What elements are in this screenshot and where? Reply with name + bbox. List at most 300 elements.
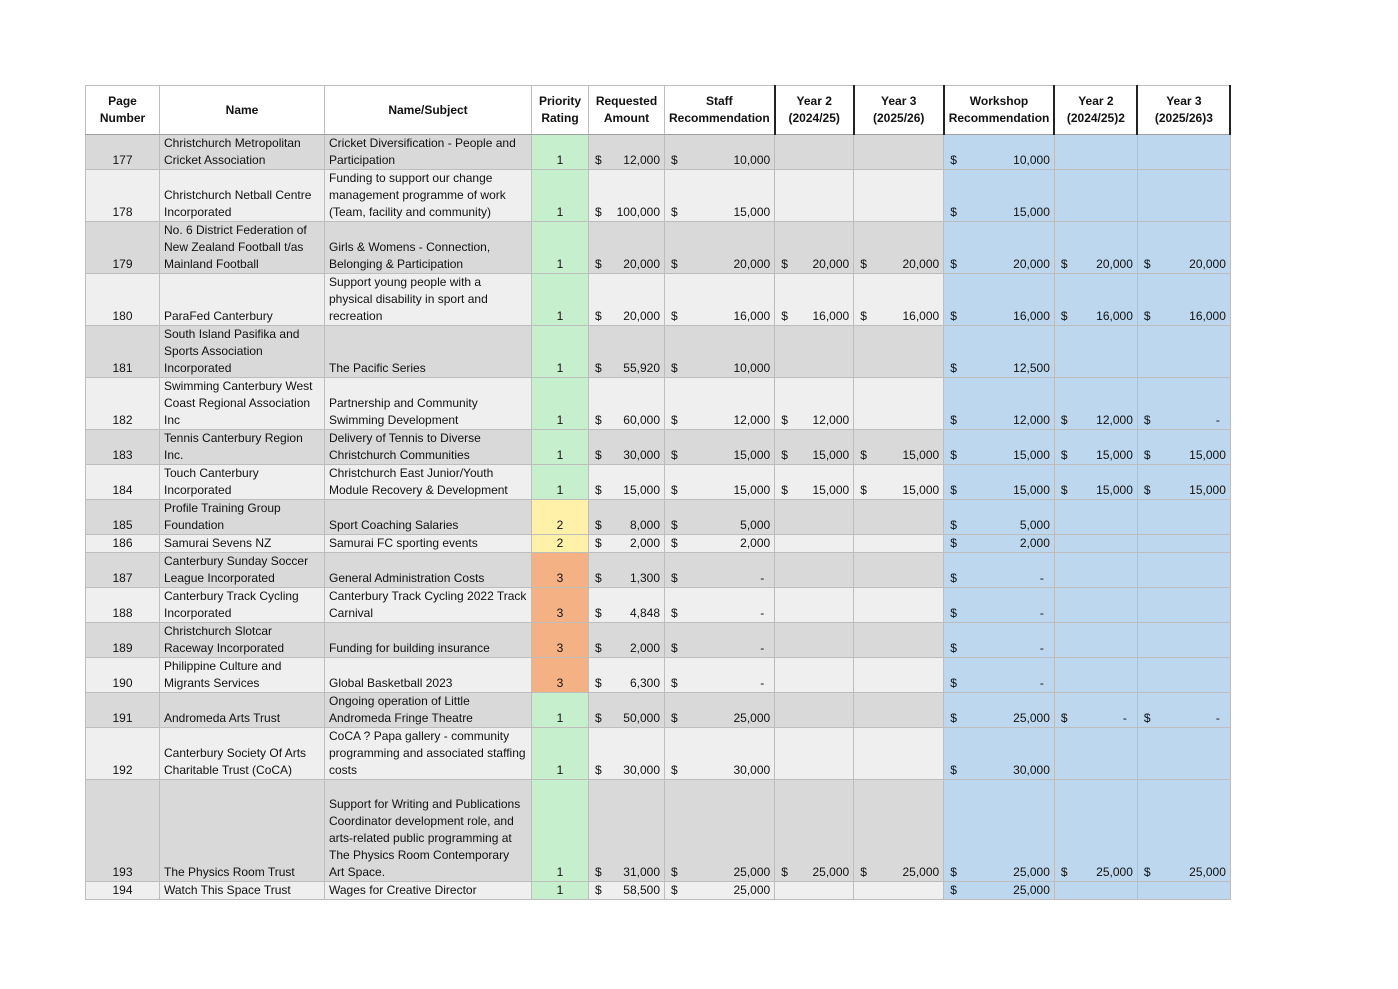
amount-value: 15,000 [812, 448, 850, 462]
cell-requested-amount[interactable] [589, 623, 665, 658]
currency-symbol: $ [595, 865, 602, 879]
header-ws-year3[interactable]: Year 3 (2025/26)3 [1137, 86, 1230, 135]
cell-name[interactable]: No. 6 District Federation of New Zealand Football t/as Mainland Football [160, 222, 325, 274]
cell-workshop-year2[interactable] [1054, 430, 1137, 465]
cell-workshop-year2[interactable] [1054, 553, 1137, 588]
cell-requested-amount[interactable] [589, 500, 665, 535]
amount-value: 16,000 [902, 309, 940, 323]
cell-workshop-year3[interactable] [1137, 693, 1230, 728]
currency-symbol: $ [671, 711, 678, 725]
amount-value: 12,000 [1013, 413, 1050, 427]
cell-staff-recommendation[interactable] [665, 465, 775, 500]
cell-workshop-year2[interactable] [1054, 693, 1137, 728]
cell-staff-recommendation[interactable] [665, 882, 775, 900]
cell-page-number[interactable]: 188 [86, 588, 160, 623]
cell-workshop-recommendation[interactable] [944, 588, 1055, 623]
cell-year3[interactable] [854, 588, 944, 623]
cell-workshop-recommendation[interactable] [944, 535, 1055, 553]
currency-symbol: $ [781, 865, 788, 879]
cell-staff-recommendation[interactable] [665, 500, 775, 535]
cell-subject[interactable]: Support for Writing and Publications Coordinator development role, and arts-related public programming at The Physics Room Contemporary Art Space. [325, 780, 532, 882]
cell-priority-rating[interactable]: 1 [532, 465, 589, 500]
header-priority[interactable]: Priority Rating [532, 86, 589, 135]
cell-priority-rating[interactable]: 3 [532, 588, 589, 623]
cell-page-number[interactable]: 184 [86, 465, 160, 500]
cell-workshop-recommendation[interactable] [944, 326, 1055, 378]
cell-year2[interactable] [775, 623, 854, 658]
amount-value: 25,000 [1013, 865, 1050, 879]
amount-value: 5,000 [1019, 518, 1050, 532]
cell-year2[interactable] [775, 500, 854, 535]
cell-subject[interactable]: Delivery of Tennis to Diverse Christchurch Communities [325, 430, 532, 465]
amount-value: 16,000 [1096, 309, 1133, 323]
cell-year2[interactable] [775, 553, 854, 588]
cell-subject[interactable]: General Administration Costs [325, 553, 532, 588]
cell-requested-amount[interactable] [589, 535, 665, 553]
cell-page-number[interactable]: 179 [86, 222, 160, 274]
header-workshop[interactable]: Workshop Recommendation [944, 86, 1055, 135]
cell-page-number[interactable]: 177 [86, 135, 160, 170]
cell-workshop-recommendation[interactable] [944, 465, 1055, 500]
cell-requested-amount[interactable] [589, 693, 665, 728]
currency-symbol: $ [671, 153, 678, 167]
cell-year3[interactable] [854, 553, 944, 588]
cell-workshop-year3[interactable] [1137, 535, 1230, 553]
table-row[interactable] [86, 535, 1231, 553]
cell-year2[interactable] [775, 170, 854, 222]
cell-name[interactable]: The Physics Room Trust [160, 780, 325, 882]
amount-value: 15,000 [1189, 448, 1226, 462]
cell-year3[interactable] [854, 500, 944, 535]
cell-workshop-year2[interactable] [1054, 170, 1137, 222]
currency-symbol: $ [671, 571, 678, 585]
header-year3[interactable]: Year 3 (2025/26) [854, 86, 944, 135]
cell-year3[interactable] [854, 658, 944, 693]
table-body [86, 135, 1231, 900]
amount-value: 20,000 [1013, 257, 1050, 271]
cell-requested-amount[interactable] [589, 882, 665, 900]
currency-symbol: $ [950, 865, 957, 879]
cell-subject[interactable]: The Pacific Series [325, 326, 532, 378]
cell-year2[interactable] [775, 535, 854, 553]
cell-workshop-year2[interactable] [1054, 588, 1137, 623]
amount-value: 25,000 [1189, 865, 1226, 879]
cell-year3[interactable] [854, 135, 944, 170]
cell-year3[interactable] [854, 882, 944, 900]
currency-symbol: $ [595, 536, 602, 550]
currency-symbol: $ [860, 448, 867, 462]
cell-year3[interactable] [854, 535, 944, 553]
cell-priority-rating[interactable]: 1 [532, 693, 589, 728]
cell-name[interactable]: Tennis Canterbury Region Inc. [160, 430, 325, 465]
cell-workshop-year3[interactable] [1137, 430, 1230, 465]
cell-subject[interactable]: Wages for Creative Director [325, 882, 532, 900]
cell-priority-rating[interactable]: 1 [532, 326, 589, 378]
amount-value: - [1215, 711, 1220, 725]
cell-staff-recommendation[interactable] [665, 693, 775, 728]
cell-name[interactable]: Philippine Culture and Migrants Services [160, 658, 325, 693]
currency-symbol: $ [950, 518, 957, 532]
cell-year3[interactable] [854, 465, 944, 500]
currency-symbol: $ [1143, 257, 1151, 271]
cell-workshop-recommendation[interactable] [944, 170, 1055, 222]
cell-priority-rating[interactable]: 3 [532, 553, 589, 588]
cell-page-number[interactable]: 178 [86, 170, 160, 222]
cell-year2[interactable] [775, 430, 854, 465]
cell-year2[interactable] [775, 326, 854, 378]
amount-value: 15,000 [1096, 483, 1133, 497]
cell-priority-rating[interactable]: 1 [532, 780, 589, 882]
cell-workshop-recommendation[interactable] [944, 378, 1055, 430]
cell-workshop-year3[interactable] [1137, 588, 1230, 623]
amount-value: 31,000 [623, 865, 660, 879]
cell-staff-recommendation[interactable] [665, 658, 775, 693]
cell-workshop-year2[interactable] [1054, 500, 1137, 535]
amount-value: 10,000 [733, 153, 771, 167]
amount-value: - [1039, 571, 1044, 585]
currency-symbol: $ [950, 536, 957, 550]
cell-subject[interactable]: Christchurch East Junior/Youth Module Recovery & Development [325, 465, 532, 500]
cell-staff-recommendation[interactable] [665, 274, 775, 326]
cell-priority-rating[interactable]: 1 [532, 378, 589, 430]
cell-requested-amount[interactable] [589, 378, 665, 430]
currency-symbol: $ [595, 153, 602, 167]
currency-symbol: $ [860, 483, 867, 497]
currency-symbol: $ [671, 483, 678, 497]
amount-value: - [1122, 711, 1127, 725]
cell-workshop-year2[interactable] [1054, 135, 1137, 170]
cell-workshop-year2[interactable] [1054, 535, 1137, 553]
cell-workshop-year3[interactable] [1137, 378, 1230, 430]
amount-value: 30,000 [623, 763, 660, 777]
cell-workshop-year3[interactable] [1137, 882, 1230, 900]
currency-symbol: $ [1060, 257, 1068, 271]
cell-page-number[interactable]: 186 [86, 535, 160, 553]
amount-value: 20,000 [733, 257, 771, 271]
amount-value: 20,000 [623, 309, 660, 323]
amount-value: 20,000 [812, 257, 850, 271]
cell-staff-recommendation[interactable] [665, 623, 775, 658]
cell-subject[interactable]: Cricket Diversification - People and Participation [325, 135, 532, 170]
amount-value: 4,848 [629, 606, 660, 620]
table-row[interactable] [86, 170, 1231, 222]
cell-year2[interactable] [775, 588, 854, 623]
cell-workshop-year3[interactable] [1137, 553, 1230, 588]
cell-staff-recommendation[interactable] [665, 553, 775, 588]
cell-page-number[interactable]: 185 [86, 500, 160, 535]
cell-requested-amount[interactable] [589, 553, 665, 588]
cell-staff-recommendation[interactable] [665, 430, 775, 465]
amount-value: 16,000 [1189, 309, 1226, 323]
cell-workshop-recommendation[interactable] [944, 430, 1055, 465]
cell-year3[interactable] [854, 693, 944, 728]
currency-symbol: $ [950, 571, 957, 585]
cell-subject[interactable]: Funding to support our change management programme of work (Team, facility and community) [325, 170, 532, 222]
cell-workshop-recommendation[interactable] [944, 693, 1055, 728]
currency-symbol: $ [671, 361, 678, 375]
currency-symbol: $ [781, 413, 788, 427]
cell-page-number[interactable]: 189 [86, 623, 160, 658]
cell-requested-amount[interactable] [589, 430, 665, 465]
cell-name[interactable]: South Island Pasifika and Sports Association Incorporated [160, 326, 325, 378]
cell-workshop-recommendation[interactable] [944, 780, 1055, 882]
table-row[interactable] [86, 274, 1231, 326]
cell-workshop-year2[interactable] [1054, 882, 1137, 900]
cell-workshop-recommendation[interactable] [944, 222, 1055, 274]
cell-priority-rating[interactable]: 1 [532, 882, 589, 900]
cell-year2[interactable] [775, 658, 854, 693]
cell-page-number[interactable]: 193 [86, 780, 160, 882]
cell-page-number[interactable]: 182 [86, 378, 160, 430]
currency-symbol: $ [1143, 448, 1151, 462]
header-staff[interactable]: Staff Recommendation [665, 86, 775, 135]
cell-year3[interactable] [854, 274, 944, 326]
currency-symbol: $ [671, 518, 678, 532]
cell-year2[interactable] [775, 780, 854, 882]
cell-requested-amount[interactable] [589, 658, 665, 693]
cell-name[interactable]: Touch Canterbury Incorporated [160, 465, 325, 500]
amount-value: 16,000 [1013, 309, 1050, 323]
cell-name[interactable]: Andromeda Arts Trust [160, 693, 325, 728]
header-subject[interactable]: Name/Subject [325, 86, 532, 135]
cell-subject[interactable]: Girls & Womens - Connection, Belonging & Participation [325, 222, 532, 274]
cell-staff-recommendation[interactable] [665, 170, 775, 222]
cell-page-number[interactable]: 190 [86, 658, 160, 693]
cell-requested-amount[interactable] [589, 588, 665, 623]
cell-requested-amount[interactable] [589, 326, 665, 378]
cell-requested-amount[interactable] [589, 728, 665, 780]
table-row[interactable] [86, 500, 1231, 535]
cell-requested-amount[interactable] [589, 170, 665, 222]
table-row[interactable] [86, 135, 1231, 170]
cell-name[interactable]: Profile Training Group Foundation [160, 500, 325, 535]
cell-year3[interactable] [854, 728, 944, 780]
table-row[interactable] [86, 326, 1231, 378]
table-row[interactable] [86, 693, 1231, 728]
currency-symbol: $ [671, 448, 678, 462]
cell-subject[interactable]: CoCA ? Papa gallery - community programming and associated staffing costs [325, 728, 532, 780]
currency-symbol: $ [950, 483, 957, 497]
cell-workshop-year2[interactable] [1054, 222, 1137, 274]
currency-symbol: $ [1060, 309, 1068, 323]
cell-name[interactable]: Christchurch Slotcar Raceway Incorporated [160, 623, 325, 658]
cell-name[interactable]: Swimming Canterbury West Coast Regional Association Inc [160, 378, 325, 430]
cell-workshop-recommendation[interactable] [944, 500, 1055, 535]
cell-name[interactable]: Canterbury Track Cycling Incorporated [160, 588, 325, 623]
currency-symbol: $ [781, 257, 788, 271]
cell-year3[interactable] [854, 780, 944, 882]
header-ws-year2[interactable]: Year 2 (2024/25)2 [1054, 86, 1137, 135]
cell-subject[interactable]: Global Basketball 2023 [325, 658, 532, 693]
cell-workshop-year2[interactable] [1054, 780, 1137, 882]
currency-symbol: $ [595, 205, 602, 219]
cell-requested-amount[interactable] [589, 780, 665, 882]
cell-priority-rating[interactable]: 1 [532, 430, 589, 465]
header-year2[interactable]: Year 2 (2024/25) [775, 86, 854, 135]
cell-page-number[interactable]: 180 [86, 274, 160, 326]
cell-staff-recommendation[interactable] [665, 535, 775, 553]
cell-staff-recommendation[interactable] [665, 326, 775, 378]
cell-workshop-year2[interactable] [1054, 623, 1137, 658]
table-row[interactable] [86, 882, 1231, 900]
amount-value: 15,000 [1013, 205, 1050, 219]
amount-value: - [1215, 413, 1220, 427]
currency-symbol: $ [595, 676, 602, 690]
amount-value: 15,000 [1013, 483, 1050, 497]
cell-workshop-recommendation[interactable] [944, 553, 1055, 588]
currency-symbol: $ [1143, 483, 1151, 497]
cell-staff-recommendation[interactable] [665, 378, 775, 430]
header-page-number[interactable]: Page Number [86, 86, 160, 135]
cell-year3[interactable] [854, 378, 944, 430]
amount-value: - [1039, 676, 1044, 690]
table-row[interactable] [86, 658, 1231, 693]
cell-page-number[interactable]: 192 [86, 728, 160, 780]
cell-workshop-year2[interactable] [1054, 274, 1137, 326]
cell-year2[interactable] [775, 135, 854, 170]
cell-name[interactable]: Watch This Space Trust [160, 882, 325, 900]
cell-name[interactable]: Canterbury Sunday Soccer League Incorporated [160, 553, 325, 588]
cell-priority-rating[interactable]: 1 [532, 135, 589, 170]
cell-year3[interactable] [854, 222, 944, 274]
cell-workshop-year3[interactable] [1137, 222, 1230, 274]
table-row[interactable] [86, 222, 1231, 274]
cell-name[interactable]: Canterbury Society Of Arts Charitable Trust (CoCA) [160, 728, 325, 780]
cell-year2[interactable] [775, 693, 854, 728]
amount-value: 25,000 [1013, 883, 1050, 897]
currency-symbol: $ [1060, 448, 1068, 462]
cell-workshop-year2[interactable] [1054, 378, 1137, 430]
cell-workshop-recommendation[interactable] [944, 728, 1055, 780]
amount-value: 25,000 [812, 865, 850, 879]
cell-workshop-year2[interactable] [1054, 658, 1137, 693]
cell-requested-amount[interactable] [589, 465, 665, 500]
cell-subject[interactable]: Canterbury Track Cycling 2022 Track Carnival [325, 588, 532, 623]
amount-value: 15,000 [733, 448, 771, 462]
cell-workshop-recommendation[interactable] [944, 882, 1055, 900]
cell-workshop-recommendation[interactable] [944, 623, 1055, 658]
cell-page-number[interactable]: 191 [86, 693, 160, 728]
cell-priority-rating[interactable]: 1 [532, 728, 589, 780]
amount-value: 15,000 [1096, 448, 1133, 462]
cell-name[interactable]: Christchurch Metropolitan Cricket Association [160, 135, 325, 170]
cell-workshop-year3[interactable] [1137, 780, 1230, 882]
amount-value: 15,000 [733, 483, 771, 497]
cell-year3[interactable] [854, 623, 944, 658]
cell-priority-rating[interactable]: 3 [532, 658, 589, 693]
header-requested[interactable]: Requested Amount [589, 86, 665, 135]
amount-value: 10,000 [733, 361, 771, 375]
currency-symbol: $ [950, 361, 957, 375]
cell-priority-rating[interactable]: 2 [532, 500, 589, 535]
cell-workshop-recommendation[interactable] [944, 658, 1055, 693]
cell-staff-recommendation[interactable] [665, 588, 775, 623]
amount-value: 25,000 [733, 883, 771, 897]
cell-workshop-year3[interactable] [1137, 658, 1230, 693]
cell-year2[interactable] [775, 465, 854, 500]
cell-workshop-year3[interactable] [1137, 326, 1230, 378]
cell-page-number[interactable]: 183 [86, 430, 160, 465]
cell-year2[interactable] [775, 378, 854, 430]
cell-name[interactable]: Christchurch Netball Centre Incorporated [160, 170, 325, 222]
cell-subject[interactable]: Ongoing operation of Little Andromeda Fringe Theatre [325, 693, 532, 728]
cell-subject[interactable]: Partnership and Community Swimming Development [325, 378, 532, 430]
cell-workshop-year2[interactable] [1054, 326, 1137, 378]
cell-subject[interactable]: Samurai FC sporting events [325, 535, 532, 553]
table-row[interactable] [86, 728, 1231, 780]
currency-symbol: $ [1143, 413, 1151, 427]
cell-workshop-year3[interactable] [1137, 500, 1230, 535]
currency-symbol: $ [781, 448, 788, 462]
cell-staff-recommendation[interactable] [665, 135, 775, 170]
table-row[interactable] [86, 465, 1231, 500]
cell-workshop-year3[interactable] [1137, 274, 1230, 326]
currency-symbol: $ [950, 205, 957, 219]
cell-workshop-recommendation[interactable] [944, 135, 1055, 170]
cell-workshop-year3[interactable] [1137, 623, 1230, 658]
currency-symbol: $ [950, 257, 957, 271]
cell-workshop-year3[interactable] [1137, 728, 1230, 780]
currency-symbol: $ [1060, 711, 1068, 725]
cell-priority-rating[interactable]: 2 [532, 535, 589, 553]
cell-requested-amount[interactable] [589, 274, 665, 326]
cell-year2[interactable] [775, 728, 854, 780]
cell-workshop-year3[interactable] [1137, 170, 1230, 222]
currency-symbol: $ [671, 205, 678, 219]
cell-priority-rating[interactable]: 1 [532, 222, 589, 274]
cell-name[interactable]: ParaFed Canterbury [160, 274, 325, 326]
table-row[interactable] [86, 588, 1231, 623]
cell-page-number[interactable]: 194 [86, 882, 160, 900]
table-row[interactable] [86, 553, 1231, 588]
cell-workshop-year3[interactable] [1137, 465, 1230, 500]
cell-year2[interactable] [775, 882, 854, 900]
cell-year3[interactable] [854, 170, 944, 222]
cell-year2[interactable] [775, 222, 854, 274]
amount-value: 12,000 [1096, 413, 1133, 427]
cell-workshop-year2[interactable] [1054, 728, 1137, 780]
cell-subject[interactable]: Sport Coaching Salaries [325, 500, 532, 535]
cell-priority-rating[interactable]: 3 [532, 623, 589, 658]
cell-workshop-year3[interactable] [1137, 135, 1230, 170]
currency-symbol: $ [1143, 309, 1151, 323]
cell-staff-recommendation[interactable] [665, 222, 775, 274]
cell-priority-rating[interactable]: 1 [532, 274, 589, 326]
cell-requested-amount[interactable] [589, 222, 665, 274]
table-row[interactable] [86, 623, 1231, 658]
cell-page-number[interactable]: 181 [86, 326, 160, 378]
cell-workshop-recommendation[interactable] [944, 274, 1055, 326]
cell-priority-rating[interactable]: 1 [532, 170, 589, 222]
cell-page-number[interactable]: 187 [86, 553, 160, 588]
cell-requested-amount[interactable] [589, 135, 665, 170]
cell-year2[interactable] [775, 274, 854, 326]
cell-name[interactable]: Samurai Sevens NZ [160, 535, 325, 553]
currency-symbol: $ [595, 763, 602, 777]
table-row[interactable] [86, 430, 1231, 465]
table-row[interactable] [86, 378, 1231, 430]
currency-symbol: $ [595, 606, 602, 620]
cell-workshop-year2[interactable] [1054, 465, 1137, 500]
cell-subject[interactable]: Funding for building insurance [325, 623, 532, 658]
cell-staff-recommendation[interactable] [665, 728, 775, 780]
table-row[interactable] [86, 780, 1231, 882]
header-name[interactable]: Name [160, 86, 325, 135]
cell-year3[interactable] [854, 430, 944, 465]
cell-year3[interactable] [854, 326, 944, 378]
cell-subject[interactable]: Support young people with a physical disability in sport and recreation [325, 274, 532, 326]
cell-staff-recommendation[interactable] [665, 780, 775, 882]
